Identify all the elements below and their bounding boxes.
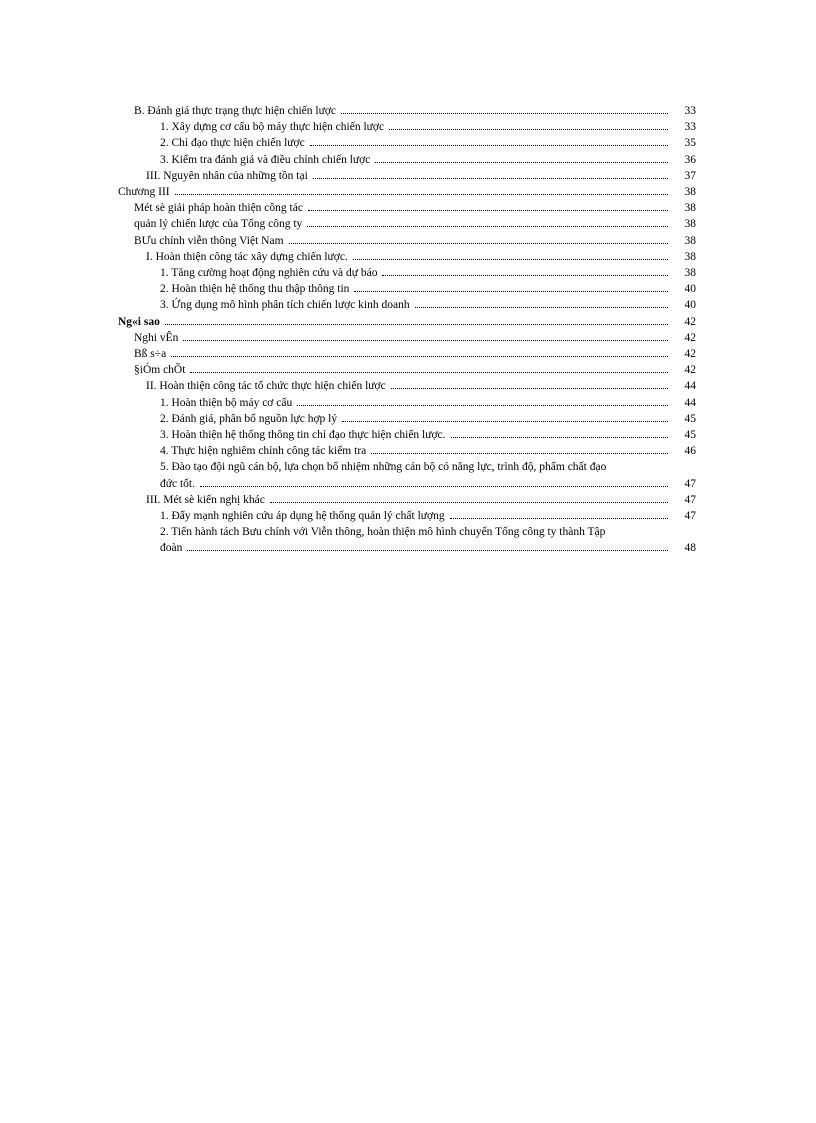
toc-leader [382, 274, 668, 276]
toc-leader [391, 387, 668, 389]
toc-leader [171, 355, 668, 357]
toc-leader [190, 371, 668, 373]
toc-entry [118, 216, 696, 232]
toc-entry-title: quản lý chiến lược của Tổng công ty [134, 218, 303, 231]
toc-leader [375, 161, 668, 163]
toc-page-number: 45 [684, 412, 696, 425]
toc-entry-title: 2. Tiến hành tách Bưu chính với Viễn thông, hoàn thiện mô hình chuyển Tổng công ty thành Tập [160, 526, 606, 539]
toc-page-number: 38 [684, 250, 696, 263]
toc-page-number: 42 [684, 364, 696, 377]
toc-page-number: 40 [684, 283, 696, 296]
toc-leader [289, 242, 668, 244]
toc-entry-title-continued: đoàn [160, 542, 183, 555]
toc-leader [308, 209, 668, 211]
toc-page-number: 38 [684, 267, 696, 280]
toc-page-number: 48 [684, 542, 696, 555]
toc-leader [307, 225, 668, 227]
toc-entry-title: III. Mét sè kiến nghị khác [146, 493, 265, 506]
toc-page-number: 33 [684, 121, 696, 134]
toc-page-number: 45 [684, 429, 696, 442]
toc-entry-title: 2. Chỉ đạo thực hiện chiến lược [160, 137, 305, 150]
toc-page-number: 44 [684, 380, 696, 393]
toc-entry [118, 362, 696, 378]
toc-leader [200, 485, 668, 487]
toc-page-number: 42 [684, 348, 696, 361]
toc-entry-title: §iÓm chÕt [134, 364, 186, 377]
toc-page-number: 47 [684, 493, 696, 506]
toc-leader [310, 144, 668, 146]
toc-page-number: 38 [684, 218, 696, 231]
toc-leader [415, 306, 668, 308]
toc-entry [118, 249, 696, 265]
toc-page-number: 38 [684, 234, 696, 247]
toc-entry-title: 3. Hoàn thiện hệ thống thông tin chỉ đạo thực hiện chiến lược. [160, 429, 446, 442]
toc-entry [118, 281, 696, 297]
toc-leader [341, 112, 668, 114]
toc-page-number: 33 [684, 105, 696, 117]
toc-entry [118, 233, 696, 249]
toc-entry [118, 119, 696, 135]
toc-entry [118, 200, 696, 216]
toc-entry-title: 1. Tăng cường hoạt động nghiên cứu và dự báo [160, 267, 378, 280]
toc-entry-title: 1. Đẩy mạnh nghiên cứu áp dụng hệ thống quản lý chất lượng [160, 510, 445, 523]
toc-page-number: 38 [684, 186, 696, 199]
toc-page-number: 35 [684, 137, 696, 150]
toc-entry [118, 411, 696, 427]
toc-entry-title: II. Hoàn thiện công tác tổ chức thực hiện chiến lược [146, 380, 386, 393]
toc-leader [451, 436, 668, 438]
toc-entry-title: B. Đánh giá thực trạng thực hiện chiến lược [134, 105, 337, 117]
toc-entry-title: 1. Xây dựng cơ cấu bộ máy thực hiện chiến lược [160, 121, 385, 134]
toc-page-number: 37 [684, 169, 696, 182]
toc-leader [175, 193, 668, 195]
toc-leader [297, 404, 668, 406]
toc-entry [118, 443, 696, 459]
toc-entry [118, 152, 696, 168]
toc-entry-title: Ng«i sao [118, 315, 160, 328]
toc-leader [353, 258, 668, 260]
toc-entry-title: 3. Ứng dụng mô hình phân tích chiến lược kinh doanh [160, 299, 410, 312]
toc-leader [270, 501, 668, 503]
toc-page-number: 44 [684, 396, 696, 409]
toc-entry-title: 1. Hoàn thiện bộ máy cơ cấu [160, 396, 293, 409]
toc-leader [165, 323, 668, 325]
toc-entry-title: Chương III [118, 186, 170, 199]
toc-entry-title: BƯu chính viễn thông Việt Nam [134, 234, 284, 247]
toc-leader [342, 420, 668, 422]
toc-entry-title: 2. Hoàn thiện hệ thống thu thập thông tin [160, 283, 350, 296]
toc-entry-title: I. Hoàn thiện công tác xây dựng chiến lược. [146, 250, 348, 263]
toc-leader [450, 517, 668, 519]
toc-entry-title: 2. Đánh giá, phân bổ nguồn lực hợp lý [160, 412, 338, 425]
toc-leader [313, 177, 668, 179]
toc-page-number: 36 [684, 153, 696, 166]
toc-entry [118, 395, 696, 411]
toc-entry [118, 184, 696, 200]
toc-page-number: 46 [684, 445, 696, 458]
toc-entry-title-continued: đức tốt. [160, 477, 195, 490]
toc-page-number: 40 [684, 299, 696, 312]
toc-page-number: 42 [684, 315, 696, 328]
toc-entry-title: 5. Đào tạo đội ngũ cán bộ, lựa chọn bổ nhiệm những cán bộ có năng lực, trình độ, phẩm chất đạo [160, 461, 607, 474]
toc-entry [118, 314, 696, 330]
toc-page-number: 47 [684, 477, 696, 490]
toc-entry-title: 4. Thực hiện nghiêm chỉnh công tác kiểm tra [160, 445, 367, 458]
toc-entry [118, 103, 696, 119]
toc-entry [118, 459, 696, 491]
toc-entry-title: 3. Kiểm tra đánh giá và điều chỉnh chiến lược [160, 153, 371, 166]
toc-entry [118, 508, 696, 524]
toc-entry [118, 297, 696, 313]
toc-leader [371, 452, 668, 454]
table-of-contents [118, 103, 696, 557]
toc-entry-title: Nghi vÊn [134, 331, 179, 344]
toc-entry [118, 168, 696, 184]
toc-entry-title: Mét sè giải pháp hoàn thiện công tác [134, 202, 303, 215]
toc-leader [187, 549, 668, 551]
toc-entry [118, 524, 696, 556]
toc-entry [118, 427, 696, 443]
toc-page-number: 42 [684, 331, 696, 344]
toc-leader [389, 128, 668, 130]
toc-entry [118, 135, 696, 151]
toc-entry [118, 265, 696, 281]
toc-entry [118, 346, 696, 362]
toc-leader [183, 339, 668, 341]
toc-entry [118, 378, 696, 394]
toc-page-number: 38 [684, 202, 696, 215]
toc-entry [118, 492, 696, 508]
toc-leader [354, 290, 668, 292]
toc-entry-title: III. Nguyên nhân của những tồn tại [146, 169, 308, 182]
toc-page-number: 47 [684, 510, 696, 523]
toc-entry-title: Bß s÷a [134, 348, 167, 361]
toc-entry [118, 330, 696, 346]
